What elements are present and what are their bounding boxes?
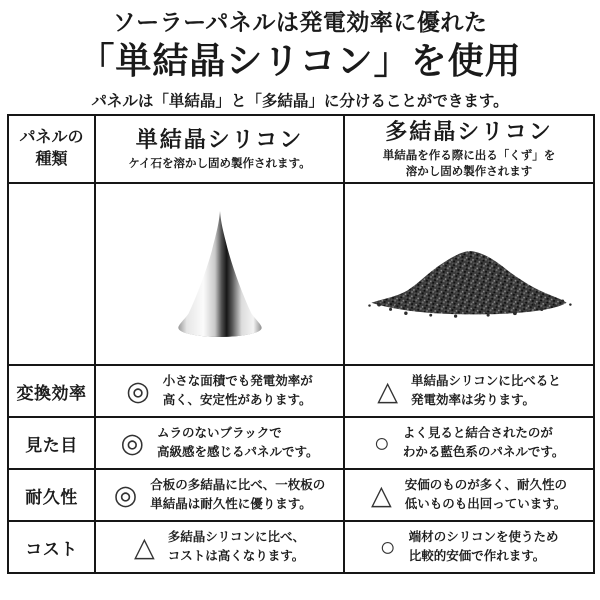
cell-text-line2: 低いものも出回っています。 — [404, 497, 567, 511]
cell-text — [409, 528, 559, 567]
cell-text — [405, 476, 567, 515]
mono-image-cell — [95, 183, 344, 365]
corner-line2: 種類 — [35, 151, 68, 168]
mono-cell — [95, 417, 344, 469]
mono-cell — [95, 469, 344, 521]
cell-text — [150, 476, 325, 515]
row-label: 変換効率 — [8, 365, 95, 417]
empty-corner-cell — [8, 183, 95, 365]
row-conversion-efficiency — [8, 365, 594, 417]
poly-image-cell — [344, 183, 594, 365]
mono-cell — [95, 521, 344, 573]
poly-column-header — [344, 115, 594, 183]
rating-icon: △ — [377, 375, 398, 406]
poly-cell — [344, 417, 594, 469]
rating-icon: ○ — [379, 531, 396, 562]
rating-icon: ◎ — [126, 375, 150, 406]
poly-cell — [344, 521, 594, 573]
rating-icon: ○ — [373, 427, 390, 458]
cell-text — [168, 528, 305, 567]
cell-text-line1: 端材のシリコンを使うため — [408, 529, 559, 544]
rating-icon: ◎ — [113, 479, 138, 510]
cell-text-line1: よく見ると結合されたのが — [402, 425, 553, 440]
poly-column-desc-line1: 単結晶を作る際に出る「くず」を — [382, 149, 556, 162]
cell-text-line1: 単結晶シリコンに比べると — [411, 373, 561, 388]
mono-cell — [95, 365, 344, 417]
cell-text-line2: 高級感を感じるパネルです。 — [157, 445, 319, 459]
cell-text — [163, 372, 313, 411]
row-appearance — [8, 417, 594, 469]
row-durability — [8, 469, 594, 521]
cell-text-line2: コストは高くなります。 — [167, 549, 305, 563]
mono-column-header — [95, 115, 344, 183]
cell-text-line1: 安価のものが多く、耐久性の — [404, 477, 568, 492]
page-title-line1: ソーラーパネルは発電効率に優れた — [112, 9, 488, 35]
cell-text — [411, 372, 561, 411]
cell-text — [403, 424, 565, 463]
cell-text-line1: ムラのないブラックで — [157, 425, 282, 440]
cell-text-line1: 多結晶シリコンに比べ、 — [167, 529, 306, 544]
poly-column-desc-line2: 溶かし固め製作されます — [405, 165, 533, 178]
cell-text-line2: 比較的安価で作れます。 — [408, 549, 546, 563]
cell-text-line2: わかる藍色系のパネルです。 — [402, 445, 565, 459]
cell-text — [157, 424, 319, 463]
comparison-table — [7, 114, 595, 574]
poly-cell — [344, 469, 594, 521]
row-label: 耐久性 — [8, 469, 95, 521]
corner-header-panel-type — [8, 115, 95, 183]
mono-column-title: 単結晶シリコン — [135, 127, 304, 153]
rating-icon: ◎ — [120, 427, 145, 458]
cell-text-line1: 合板の多結晶に比べ、一枚板の — [150, 477, 326, 492]
cell-text-line2: 発電効率は劣ります。 — [411, 393, 536, 407]
row-label: 見た目 — [8, 417, 95, 469]
page-subtitle: パネルは「単結晶」と「多結晶」に分けることができます。 — [91, 92, 509, 110]
row-label: コスト — [8, 521, 95, 573]
cell-text-line1: 小さな面積でも発電効率が — [162, 373, 313, 388]
poly-silicon-pile-image — [363, 230, 575, 318]
rating-icon: △ — [370, 479, 392, 510]
rating-icon: △ — [133, 531, 155, 562]
corner-line1: パネルの — [19, 128, 84, 146]
cell-text-line2: 高く、安定性があります。 — [162, 393, 312, 407]
poly-cell — [344, 365, 594, 417]
cell-text-line2: 単結晶は耐久性に優ります。 — [150, 497, 312, 511]
poly-column-title: 多結晶シリコン — [385, 119, 553, 145]
row-cost — [8, 521, 594, 573]
mono-column-desc: ケイ石を溶かし固め製作されます。 — [128, 157, 311, 170]
page-title-main: 「単結晶シリコン」を使用 — [78, 39, 522, 81]
mono-silicon-cone-image — [164, 208, 276, 340]
title-block — [0, 0, 600, 114]
table-header-row — [8, 115, 594, 183]
table-image-row — [8, 183, 594, 365]
